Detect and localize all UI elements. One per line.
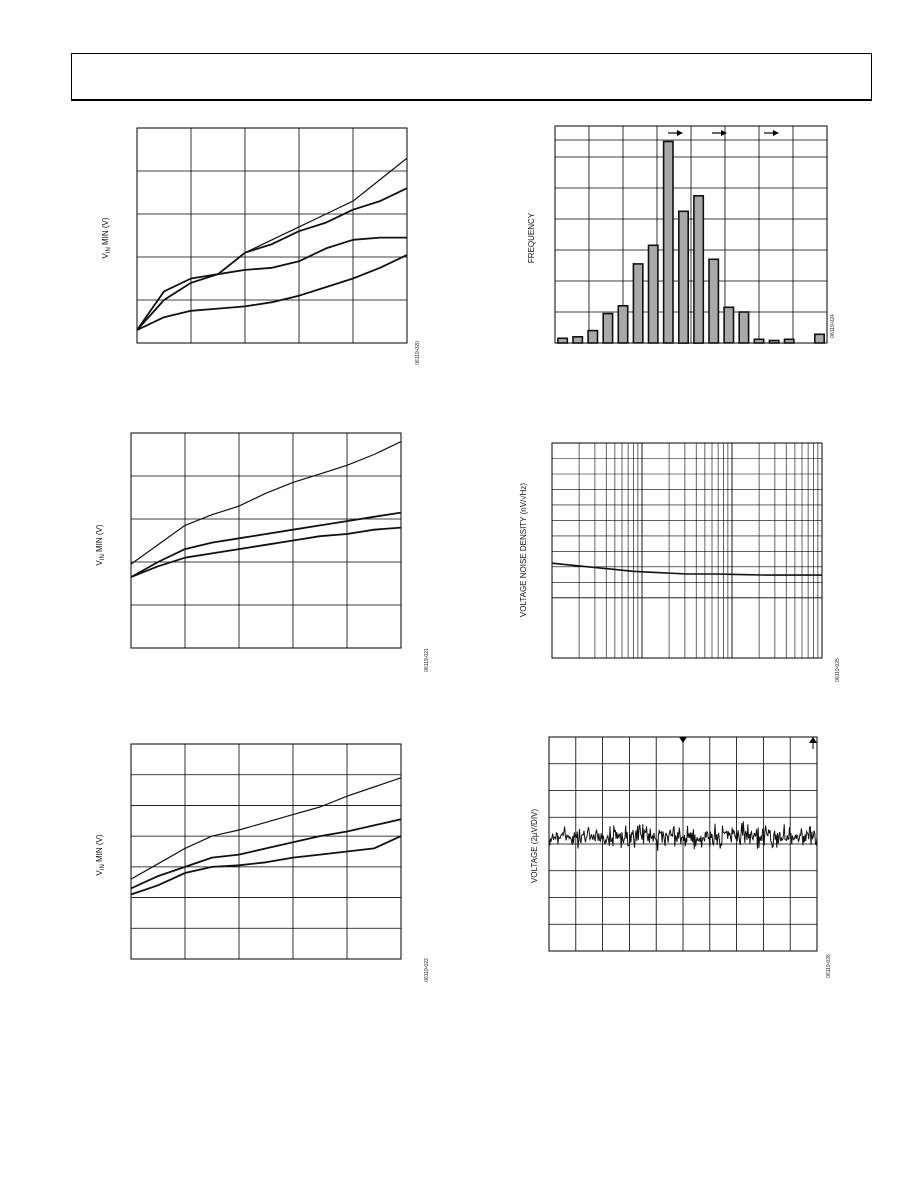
- y-axis-label-main: V: [101, 253, 110, 259]
- chart-vin-min-2: [90, 425, 435, 687]
- c2-frame: [131, 433, 401, 648]
- c4-bar-15: [769, 341, 778, 344]
- c4-arrow-head-2: [721, 130, 727, 136]
- y-axis-label-sub: IN: [100, 864, 106, 871]
- c1-series-2: [137, 188, 407, 330]
- c4-bar-1: [558, 338, 567, 343]
- c6-trigger-marker: [679, 737, 687, 743]
- chart-vin-min-2-svg: [90, 425, 435, 687]
- y-axis-label-rest: MIN (V): [95, 834, 104, 865]
- chart-vin-min-3-svg: [90, 735, 435, 997]
- c1-frame: [137, 128, 407, 343]
- y-axis-label-rest: MIN (V): [101, 217, 110, 248]
- y-axis-label-rest: MIN (V): [95, 524, 104, 555]
- c4-bar-14: [754, 339, 763, 343]
- chart-vin-min-3: [90, 735, 435, 997]
- c5-series-1: [552, 563, 822, 575]
- c3-series-3: [131, 836, 401, 894]
- c4-bar-5: [618, 306, 627, 343]
- c6-level-marker: [809, 737, 817, 743]
- chart-voltage-noise-time-svg: [525, 728, 840, 988]
- figure-id: 06119-024: [830, 314, 836, 338]
- c4-arrow-head-3: [773, 130, 779, 136]
- y-axis-label: VOLTAGE (2µV/DIV): [530, 808, 539, 884]
- c3-series-2: [131, 819, 401, 888]
- c4-bar-4: [603, 314, 612, 343]
- chart-voltage-noise-density-svg: [515, 432, 850, 692]
- c4-bar-12: [724, 307, 733, 343]
- c1-series-4: [137, 255, 407, 330]
- y-axis-label: [95, 834, 106, 875]
- c1-series-3: [137, 238, 407, 331]
- figure-id: 06119-022: [424, 958, 430, 982]
- chart-voltage-noise-time: [525, 728, 840, 988]
- c4-bar-2: [573, 337, 582, 343]
- c4-bar-13: [739, 312, 748, 343]
- chart-frequency-histogram: [520, 118, 840, 376]
- y-axis-label: VOLTAGE NOISE DENSITY (nV/√Hz): [519, 482, 528, 618]
- y-axis-label: [101, 217, 112, 258]
- figure-id: 06119-020: [415, 341, 421, 365]
- chart-frequency-histogram-svg: [520, 118, 840, 376]
- c4-bar-16: [785, 339, 794, 343]
- c3-frame: [131, 744, 401, 959]
- c4-bar-7: [649, 245, 658, 343]
- y-axis-label: FREQUENCY: [527, 212, 536, 264]
- chart-vin-min-1-svg: [96, 118, 426, 376]
- c4-bar-3: [588, 331, 597, 343]
- chart-vin-min-1: [96, 118, 426, 376]
- chart-voltage-noise-density: [515, 432, 850, 692]
- c4-bar-8: [664, 142, 673, 344]
- c4-bar-6: [633, 264, 642, 343]
- figure-id: 06119-021: [424, 648, 430, 672]
- c4-bar-10: [694, 196, 703, 343]
- y-axis-label: [95, 524, 106, 565]
- c2-series-1: [131, 442, 401, 564]
- c4-bar-18: [815, 334, 824, 343]
- y-axis-label-sub: IN: [106, 247, 112, 254]
- c4-bar-11: [709, 259, 718, 343]
- y-axis-label-main: V: [95, 870, 104, 876]
- y-axis-label-main: V: [95, 560, 104, 566]
- figure-id: 06119-025: [835, 658, 841, 682]
- page-header: [71, 53, 872, 101]
- figure-id: 06119-026: [826, 954, 832, 978]
- y-axis-label-sub: IN: [100, 554, 106, 561]
- c4-arrow-head-1: [677, 130, 683, 136]
- c4-bar-9: [679, 211, 688, 343]
- c5-frame: [552, 443, 822, 658]
